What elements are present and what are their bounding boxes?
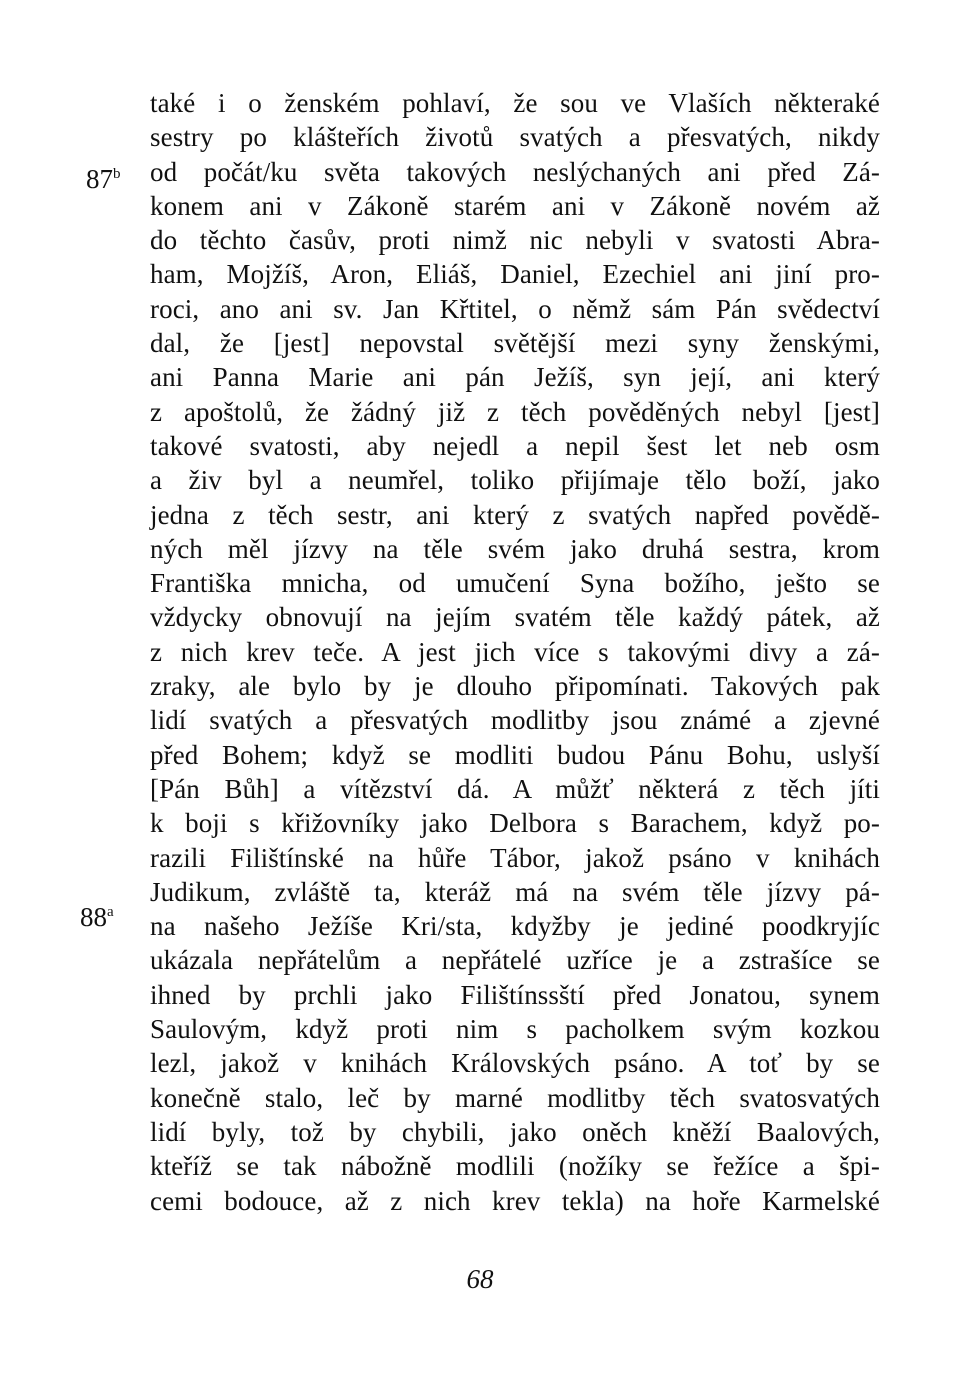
text-line: lidí svatých a přesvatých modlitby jsou známé a zjevné [150, 705, 880, 736]
text-line: lezl, jakož v knihách Královských psáno. A toť by se [150, 1048, 880, 1079]
text-line: konečně stalo, leč by marné modlitby těch svatosvatých [150, 1082, 880, 1113]
text-line: Františka mnicha, od umučení Syna božího, ješto se [150, 568, 880, 599]
margin-folio-suffix: a [107, 904, 114, 920]
text-line: kteříž se tak nábožně modlili (nožíky se řežíce a špi- [150, 1151, 880, 1182]
text-line: sestry po klášteřích životů svatých a přesvatých, nikdy [150, 122, 880, 153]
text-line: konem ani v Zákoně starém ani v Zákoně novém až [150, 190, 880, 221]
text-line: Judikum, zvláště ta, kteráž má na svém těle jízvy pá- [150, 876, 880, 907]
text-line: k boji s křižovníky jako Delbora s Barachem, když po- [150, 808, 880, 839]
text-line: razili Filištínské na hůře Tábor, jakož psáno v knihách [150, 842, 880, 873]
text-line: od počát/ku světa takových neslýchaných ani před Zá- [150, 156, 880, 187]
body-text [150, 86, 880, 1218]
text-line: ham, Mojžíš, Aron, Eliáš, Daniel, Ezechiel ani jiní pro- [150, 259, 880, 290]
text-line: do těchto časův, proti nimž nic nebyli v svatosti Abra- [150, 225, 880, 256]
text-line: takové svatosti, aby nejedl a nepil šest let neb osm [150, 430, 880, 461]
text-line: ukázala nepřátelům a nepřátelé uzříce je a zstrašíce se [150, 945, 880, 976]
text-line: jedna z těch sestr, ani který z svatých napřed povědě- [150, 499, 880, 530]
text-line: roci, ano ani sv. Jan Křtitel, o němž sám Pán svědectví [150, 293, 880, 324]
margin-folio-number: 88 [80, 902, 107, 932]
text-line: na našeho Ježíše Kri/sta, kdyžby je jediné poodkryjíc [150, 911, 880, 942]
text-line: vždycky obnovují na jejím svatém těle každý pátek, až [150, 602, 880, 633]
text-line: zraky, ale bylo by je dlouho připomínati. Takových pak [150, 671, 880, 702]
text-line: před Bohem; když se modliti budou Pánu Bohu, uslyší [150, 739, 880, 770]
page-number: 68 [466, 1264, 494, 1294]
text-line: z apoštolů, že žádný již z těch pověděných nebyl [jest] [150, 396, 880, 427]
text-line: ihned by prchli jako Filištínssští před Jonatou, synem [150, 979, 880, 1010]
margin-folio-number: 87 [86, 164, 113, 194]
text-line: ani Panna Marie ani pán Ježíš, syn její, ani který [150, 362, 880, 393]
text-line: a živ byl a neumřel, toliko přijímaje tělo boží, jako [150, 465, 880, 496]
margin-folio-note [80, 900, 114, 934]
text-line: lidí byly, tož by chybili, jako oněch kněží Baalových, [150, 1116, 880, 1147]
margin-folio-suffix: b [113, 166, 121, 182]
text-line: dal, že [jest] nepovstal světější mezi syny ženskými, [150, 328, 880, 359]
text-line: [Pán Bůh] a vítězství dá. A můžť některá z těch jíti [150, 773, 880, 804]
margin-folio-note [86, 162, 121, 196]
text-line: z nich krev teče. A jest jich více s takovými divy a zá- [150, 636, 880, 667]
text-line: také i o ženském pohlaví, že sou ve Vlaších některaké [150, 88, 880, 118]
text-line: ných měl jízvy na těle svém jako druhá sestra, krom [150, 533, 880, 564]
text-line: cemi bodouce, až z nich krev tekla) na hoře Karmelské [150, 1185, 880, 1216]
text-line: Saulovým, když proti nim s pacholkem svým kozkou [150, 1014, 880, 1045]
